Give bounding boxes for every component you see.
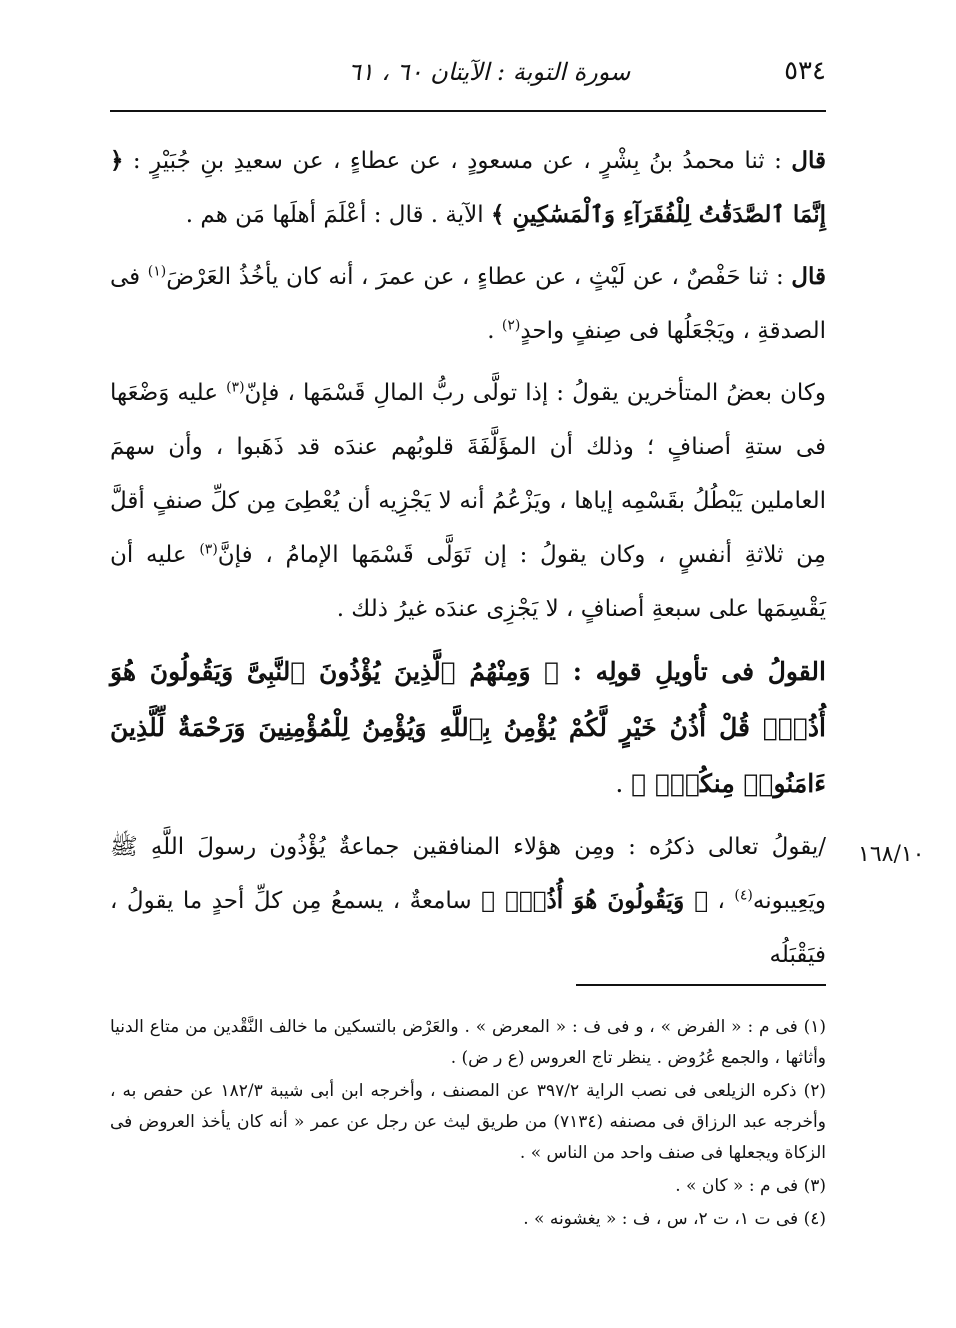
- paragraph-text: فى الصدقةِ ، ويَجْعَلُها فى صِنفٍ واحدٍ: [110, 264, 826, 344]
- paragraph-text: الآية . قال : أعْلَمَ أهلَها مَن هم .: [185, 202, 491, 228]
- paragraph-text: : ثنا حَفْصٌ ، عن لَيْثٍ ، عن عطاءٍ ، عن عمرَ ، أنه كان يأخُذُ العَرْضَ: [166, 264, 792, 290]
- paragraph-lead: قال: [791, 263, 826, 290]
- running-title: سورة التوبة : الآيتان ٦٠ ، ٦١: [348, 58, 631, 86]
- paragraph-text: عليه أن يَقْسِمَها على سبعةِ أصنافٍ ، لا يَجْزِى عندَه غيرُ ذلك .: [110, 542, 826, 622]
- footnote: (١) فى م : « الفرض » ، و فى ف : « المعرض » . والعَرْض بالتسكين ما خالف النَّقْدين من متاع الدنيا وأثاثها ، والجمع عُرُوض . ينظر تاج العروس (ع ر ض) .: [110, 1017, 826, 1068]
- section-heading: القولُ فى تأويلِ قولِه :: [559, 657, 826, 686]
- footnotes: [110, 1012, 826, 1237]
- quran-verse: ﴿ وَمِنْهُمُ ٱلَّذِينَ يُؤْذُونَ ٱلنَّبِىَّ وَيَقُولُونَ هُوَ أُذُنٌۚ قُلْ أُذُنُ خَيْرٍ لَّكُمْ يُؤْمِنُ بِٱللَّهِ وَيُؤْمِنُ لِلْمُؤْمِنِينَ وَرَحْمَةٌ لِّلَّذِينَ ءَامَنُوا۟ مِنكُمْۚ ﴾: [110, 657, 826, 798]
- footnote: (٢) ذكره الزيلعى فى نصب الراية ٣٩٧/٢ عن المصنف ، وأخرجه ابن أبى شيبة ١٨٢/٣ عن حفص به ، وأخرجه عبد الرزاق فى مصنفه (٧١٣٤) من طريق ليث عن رجل عن عمر « أنه كان يأخذ العروض فى الزكاة ويجعلها فى صنف واحد من الناس » .: [110, 1081, 826, 1163]
- paragraph-5: [110, 820, 826, 982]
- paragraph-text: /يقولُ تعالى ذكرُه : ومِن هؤلاء المنافقين جماعةٌ يُؤْذُون رسولَ اللَّهِ ﷺ ويَعِيبونه: [110, 834, 826, 914]
- footnote: (٣) فى م : « كان » .: [675, 1176, 826, 1196]
- paragraph-text: عليه وَضْعَها فى ستةِ أصنافٍ ؛ وذلك أن المؤَلَّفَةَ قلوبُهم عندَه قد ذَهَبوا ، وأن سهمَ العاملين يَبْطُلُ بقَسْمِه إياها ، ويَزْعُمُ أنه لا يَجْزِيه أن يُعْطِىَ مِن كلِّ صنفٍ أقلَّ مِن ثلاثةِ أنفسٍ ، وكان يقولُ : إن تَوَلَّى قَسْمَها الإمامُ ، فإنَّ: [110, 380, 826, 568]
- footnote-ref: (١): [147, 263, 167, 280]
- paragraph-lead: قال: [791, 147, 826, 174]
- paragraph-2: [110, 250, 826, 358]
- paragraph-text: ،: [708, 888, 735, 914]
- header-rule: [110, 110, 826, 112]
- paragraph-1: [110, 134, 826, 242]
- paragraph-text: وكان بعضُ المتأخرين يقولُ : إذا تولَّى ربُّ المالِ قَسْمَها ، فإنّ: [244, 380, 826, 406]
- margin-reference: ١٦٨/١٠: [858, 842, 925, 867]
- page-header: [110, 52, 826, 98]
- paragraph-4-heading: [110, 644, 826, 812]
- quran-verse: ﴿ إِنَّمَا ٱلصَّدَقَٰتُ لِلْفُقَرَآءِ وَٱلْمَسَٰكِينِ ﴾: [110, 147, 826, 228]
- footnote: (٤) فى ت ١، ت ٢، س ، ف : « يغشونه » .: [523, 1209, 826, 1229]
- footnote-ref: (٣): [199, 541, 218, 558]
- paragraph-text: .: [487, 318, 502, 344]
- paragraph-3: [110, 366, 826, 636]
- footnote-ref: (٤): [734, 887, 753, 904]
- footnote-ref: (٢): [501, 317, 521, 334]
- footnote-rule: [576, 984, 826, 986]
- page-number: ٥٣٤: [784, 56, 826, 86]
- paragraph-text: .: [615, 769, 632, 798]
- quran-verse: ﴿ وَيَقُولُونَ هُوَ أُذُنٌۚ ﴾: [481, 887, 709, 914]
- main-text: [110, 134, 826, 990]
- paragraph-text: : ثنا محمدُ بنُ بِشْرٍ ، عن مسعودٍ ، عن عطاءٍ ، عن سعيدِ بنِ جُبَيْرٍ :: [123, 148, 792, 174]
- footnote-ref: (٣): [226, 379, 245, 396]
- paragraph-text: سامعةٌ ، يسمعُ مِن كلِّ أحدٍ ما يقولُ ، فيَقْبَلُه: [110, 888, 826, 968]
